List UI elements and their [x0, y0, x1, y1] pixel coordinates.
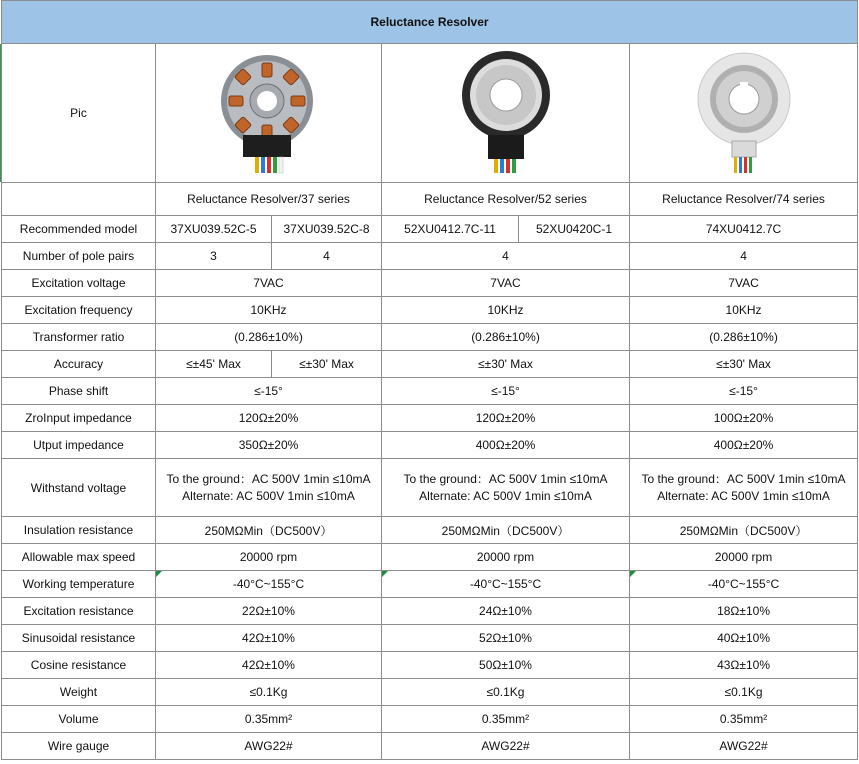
- row-ratio: [2, 324, 858, 351]
- resolver-74-series-photo: [630, 44, 858, 183]
- cell-value: 400Ω±20%: [382, 432, 630, 459]
- cell-value: ≤±30' Max: [272, 351, 382, 378]
- row-accuracy: [2, 351, 858, 378]
- cell-value: 0.35mm²: [630, 706, 858, 733]
- row-label: Weight: [2, 679, 156, 706]
- row-label: Wire gauge: [2, 733, 156, 760]
- cell-value: AWG22#: [156, 733, 382, 760]
- cell-value: 7VAC: [382, 270, 630, 297]
- row-label: ZroInput impedance: [2, 405, 156, 432]
- row-exc-res: [2, 598, 858, 625]
- cell-value: 100Ω±20%: [630, 405, 858, 432]
- cell-value: 0.35mm²: [156, 706, 382, 733]
- cell-value: -40°C~155°C: [156, 571, 382, 598]
- cell-value: 43Ω±10%: [630, 652, 858, 679]
- cell-value: ≤0.1Kg: [382, 679, 630, 706]
- row-label: Transformer ratio: [2, 324, 156, 351]
- cell-value: 250MΩMin（DC500V）: [156, 517, 382, 544]
- cell-value: -40°C~155°C: [630, 571, 858, 598]
- withstand-line-alternate: Alternate: AC 500V 1min ≤10mA: [657, 488, 830, 503]
- row-exc-voltage: [2, 270, 858, 297]
- withstand-line-alternate: Alternate: AC 500V 1min ≤10mA: [419, 488, 592, 503]
- cell-value: 4: [630, 243, 858, 270]
- cell-value: 50Ω±10%: [382, 652, 630, 679]
- cell-value: 40Ω±10%: [630, 625, 858, 652]
- cell-value: [630, 459, 858, 517]
- row-label: Accuracy: [2, 351, 156, 378]
- cell-value: [382, 459, 630, 517]
- row-label: Recommended model: [2, 216, 156, 243]
- resolver-37-series-photo: [156, 44, 382, 183]
- series-74: Reluctance Resolver/74 series: [630, 183, 858, 216]
- row-cos-res: [2, 652, 858, 679]
- row-withstand: [2, 459, 858, 517]
- cell-value: 7VAC: [156, 270, 382, 297]
- row-label: Withstand voltage: [2, 459, 156, 517]
- pic-row: [2, 44, 858, 183]
- cell-value: 37XU039.52C-8: [272, 216, 382, 243]
- row-volume: [2, 706, 858, 733]
- row-label: Working temperature: [2, 571, 156, 598]
- cell-value: ≤0.1Kg: [630, 679, 858, 706]
- row-zro: [2, 405, 858, 432]
- withstand-line-ground: To the ground：AC 500V 1min ≤10mA: [641, 471, 846, 486]
- cell-value: 120Ω±20%: [156, 405, 382, 432]
- row-uto: [2, 432, 858, 459]
- row-label: Excitation voltage: [2, 270, 156, 297]
- withstand-line-alternate: Alternate: AC 500V 1min ≤10mA: [182, 488, 355, 503]
- cell-value: ≤0.1Kg: [156, 679, 382, 706]
- series-52: Reluctance Resolver/52 series: [382, 183, 630, 216]
- series-row: [2, 183, 858, 216]
- row-label: Utput impedance: [2, 432, 156, 459]
- cell-value: 10KHz: [630, 297, 858, 324]
- row-wire: [2, 733, 858, 760]
- withstand-line-ground: To the ground：AC 500V 1min ≤10mA: [166, 471, 371, 486]
- row-label: Phase shift: [2, 378, 156, 405]
- cell-value: (0.286±10%): [630, 324, 858, 351]
- cell-value: 7VAC: [630, 270, 858, 297]
- row-model: [2, 216, 858, 243]
- row-label: Insulation resistance: [2, 517, 156, 544]
- cell-value: 20000 rpm: [382, 544, 630, 571]
- row-label: Excitation resistance: [2, 598, 156, 625]
- cell-value: 120Ω±20%: [382, 405, 630, 432]
- table-title: Reluctance Resolver: [2, 1, 858, 44]
- cell-value: 4: [272, 243, 382, 270]
- series-label-empty: [2, 183, 156, 216]
- cell-value: 42Ω±10%: [156, 625, 382, 652]
- row-poles: [2, 243, 858, 270]
- row-label: Volume: [2, 706, 156, 733]
- row-insulation: [2, 517, 858, 544]
- cell-value: -40°C~155°C: [382, 571, 630, 598]
- row-exc-freq: [2, 297, 858, 324]
- cell-value: ≤±30' Max: [382, 351, 630, 378]
- pic-label: Pic: [2, 44, 156, 183]
- cell-value: [156, 459, 382, 517]
- spec-table: [1, 0, 858, 760]
- row-weight: [2, 679, 858, 706]
- cell-value: 0.35mm²: [382, 706, 630, 733]
- cell-value: 400Ω±20%: [630, 432, 858, 459]
- cell-value: 250MΩMin（DC500V）: [382, 517, 630, 544]
- cell-value: ≤±30' Max: [630, 351, 858, 378]
- cell-value: 24Ω±10%: [382, 598, 630, 625]
- cell-value: 20000 rpm: [156, 544, 382, 571]
- cell-value: ≤-15°: [156, 378, 382, 405]
- row-label: Allowable max speed: [2, 544, 156, 571]
- row-label: Excitation frequency: [2, 297, 156, 324]
- cell-value: 42Ω±10%: [156, 652, 382, 679]
- cell-value: 10KHz: [156, 297, 382, 324]
- cell-value: 3: [156, 243, 272, 270]
- cell-value: ≤-15°: [382, 378, 630, 405]
- title-row: [2, 1, 858, 44]
- cell-value: 22Ω±10%: [156, 598, 382, 625]
- row-temp: [2, 571, 858, 598]
- cell-value: (0.286±10%): [156, 324, 382, 351]
- cell-value: AWG22#: [382, 733, 630, 760]
- row-label: Cosine resistance: [2, 652, 156, 679]
- cell-value: (0.286±10%): [382, 324, 630, 351]
- cell-value: 20000 rpm: [630, 544, 858, 571]
- cell-value: 52XU0420C-1: [519, 216, 630, 243]
- cell-value: ≤±45' Max: [156, 351, 272, 378]
- withstand-line-ground: To the ground：AC 500V 1min ≤10mA: [403, 471, 608, 486]
- row-speed: [2, 544, 858, 571]
- cell-value: 52XU0412.7C-11: [382, 216, 519, 243]
- cell-value: 74XU0412.7C: [630, 216, 858, 243]
- cell-value: 52Ω±10%: [382, 625, 630, 652]
- row-label: Number of pole pairs: [2, 243, 156, 270]
- cell-value: 18Ω±10%: [630, 598, 858, 625]
- cell-value: AWG22#: [630, 733, 858, 760]
- cell-value: 4: [382, 243, 630, 270]
- cell-value: 250MΩMin（DC500V）: [630, 517, 858, 544]
- cell-value: 10KHz: [382, 297, 630, 324]
- series-37: Reluctance Resolver/37 series: [156, 183, 382, 216]
- row-phase: [2, 378, 858, 405]
- cell-value: 37XU039.52C-5: [156, 216, 272, 243]
- cell-value: 350Ω±20%: [156, 432, 382, 459]
- cell-value: ≤-15°: [630, 378, 858, 405]
- row-label: Sinusoidal resistance: [2, 625, 156, 652]
- resolver-52-series-photo: [382, 44, 630, 183]
- row-sin-res: [2, 625, 858, 652]
